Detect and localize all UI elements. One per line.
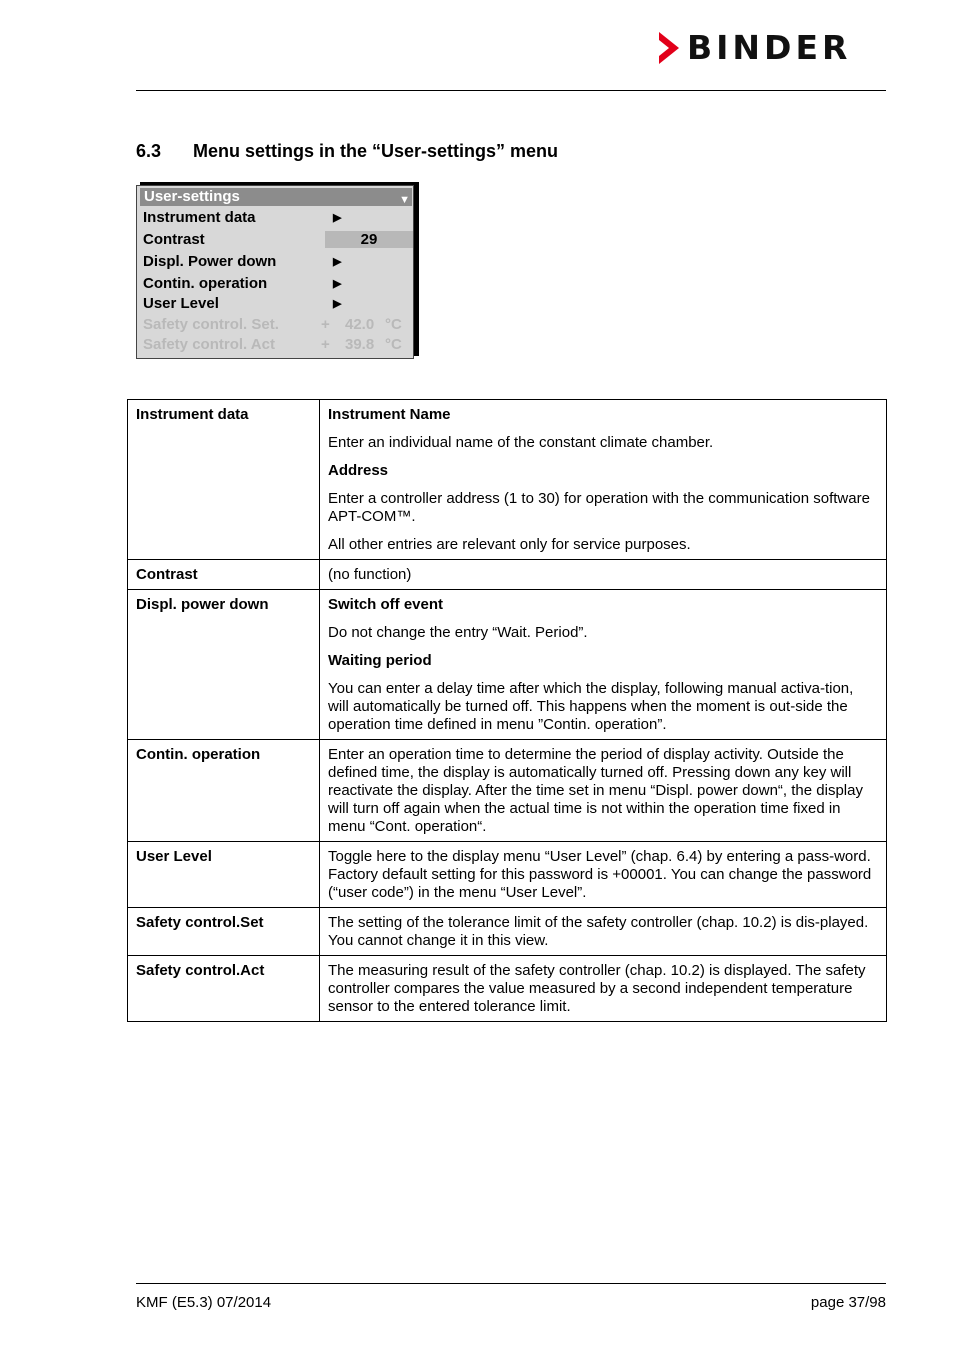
brand-logo (655, 28, 887, 68)
row-key: Contin. operation (128, 740, 320, 842)
menu-item-user-level[interactable] (143, 293, 411, 315)
row-description: (no function) (320, 560, 887, 590)
readonly-value: 42.0 (345, 316, 375, 333)
submenu-arrow-icon: ▶ (333, 278, 342, 290)
section-number: 6.3 (136, 141, 162, 161)
row-description: Enter an operation time to determine the period of display activity. Outside the defined time, the display is automatically turned off. Pressing down any key will reactivate the display. After the time set in menu “Displ. power down“, the display will turn off again when the actual time is not within the operation time fixed in menu “Cont. operation“. (320, 740, 887, 842)
description-heading: Waiting period (328, 652, 432, 669)
submenu-arrow-icon: ▶ (333, 256, 342, 268)
contrast-value[interactable]: 29 (325, 231, 413, 248)
scroll-down-icon: ▼ (399, 194, 410, 206)
table-row (128, 740, 887, 842)
user-settings-menu (136, 185, 414, 359)
readonly-unit: °C (385, 336, 402, 353)
row-key: Safety control.Set (128, 908, 320, 956)
readonly-sign: + (321, 316, 330, 333)
row-description: The measuring result of the safety controller (chap. 10.2) is displayed. The safety controller compares the value measured by a second independent temperature sensor to the entered tolerance limit. (320, 956, 887, 1022)
table-row (128, 842, 887, 908)
description-text: All other entries are relevant only for service purposes. (328, 536, 691, 553)
table-row (128, 908, 887, 956)
row-key: Safety control.Act (128, 956, 320, 1022)
menu-readonly-safety-set (143, 314, 411, 336)
section-heading (136, 141, 558, 162)
row-description (320, 590, 887, 740)
row-key: Instrument data (128, 400, 320, 560)
brand-arrow-icon (655, 30, 683, 66)
table-row (128, 560, 887, 590)
submenu-arrow-icon: ▶ (333, 212, 342, 224)
menu-item-contin-operation[interactable] (143, 273, 411, 295)
row-key: Displ. power down (128, 590, 320, 740)
footer-page-number: page 37/98 (810, 1294, 886, 1311)
row-key: Contrast (128, 560, 320, 590)
brand-name: BINDER (687, 28, 852, 67)
menu-item-label: Instrument data (143, 209, 256, 226)
readonly-label: Safety control. Act (143, 336, 275, 353)
table-row (128, 956, 887, 1022)
readonly-value: 39.8 (345, 336, 375, 353)
section-title: Menu settings in the “User-settings” menu (193, 141, 559, 161)
description-text: Enter a controller address (1 to 30) for operation with the communication software APT-COM™. (328, 490, 870, 525)
description-heading: Address (328, 462, 389, 479)
readonly-sign: + (321, 336, 330, 353)
menu-title: User-settings (144, 188, 240, 205)
menu-item-contrast[interactable] (143, 229, 411, 251)
description-heading: Instrument Name (328, 406, 451, 423)
menu-item-instrument-data[interactable] (143, 207, 411, 229)
menu-readonly-safety-act (143, 334, 411, 356)
table-row (128, 590, 887, 740)
row-description: Toggle here to the display menu “User Level” (chap. 6.4) by entering a pass-word. Factory default setting for this password is +00001. You can change the password (“user code”) in the menu “User Level”. (320, 842, 887, 908)
menu-item-label: User Level (143, 295, 219, 312)
row-description: The setting of the tolerance limit of the safety controller (chap. 10.2) is dis-played. You cannot change it in this view. (320, 908, 887, 956)
menu-title-bar (140, 188, 412, 206)
menu-item-label: Displ. Power down (143, 253, 277, 270)
row-description (320, 400, 887, 560)
menu-item-label: Contin. operation (143, 275, 268, 292)
submenu-arrow-icon: ▶ (333, 298, 342, 310)
footer-document-id: KMF (E5.3) 07/2014 (136, 1294, 272, 1311)
menu-item-label: Contrast (143, 231, 205, 248)
settings-description-table (127, 399, 887, 1022)
footer-rule (136, 1283, 886, 1284)
description-text: Enter an individual name of the constant climate chamber. (328, 434, 714, 451)
description-text: You can enter a delay time after which the display, following manual activa-tion, will automatically be turned off. This happens when the moment is out-side the operation time defined in menu ”Contin. operation”. (328, 680, 854, 733)
description-text: Do not change the entry “Wait. Period”. (328, 624, 588, 641)
description-heading: Switch off event (328, 596, 444, 613)
menu-item-displ-power-down[interactable] (143, 251, 411, 273)
readonly-unit: °C (385, 316, 402, 333)
header-rule (136, 90, 886, 91)
readonly-label: Safety control. Set. (143, 316, 279, 333)
row-key: User Level (128, 842, 320, 908)
table-row (128, 400, 887, 560)
